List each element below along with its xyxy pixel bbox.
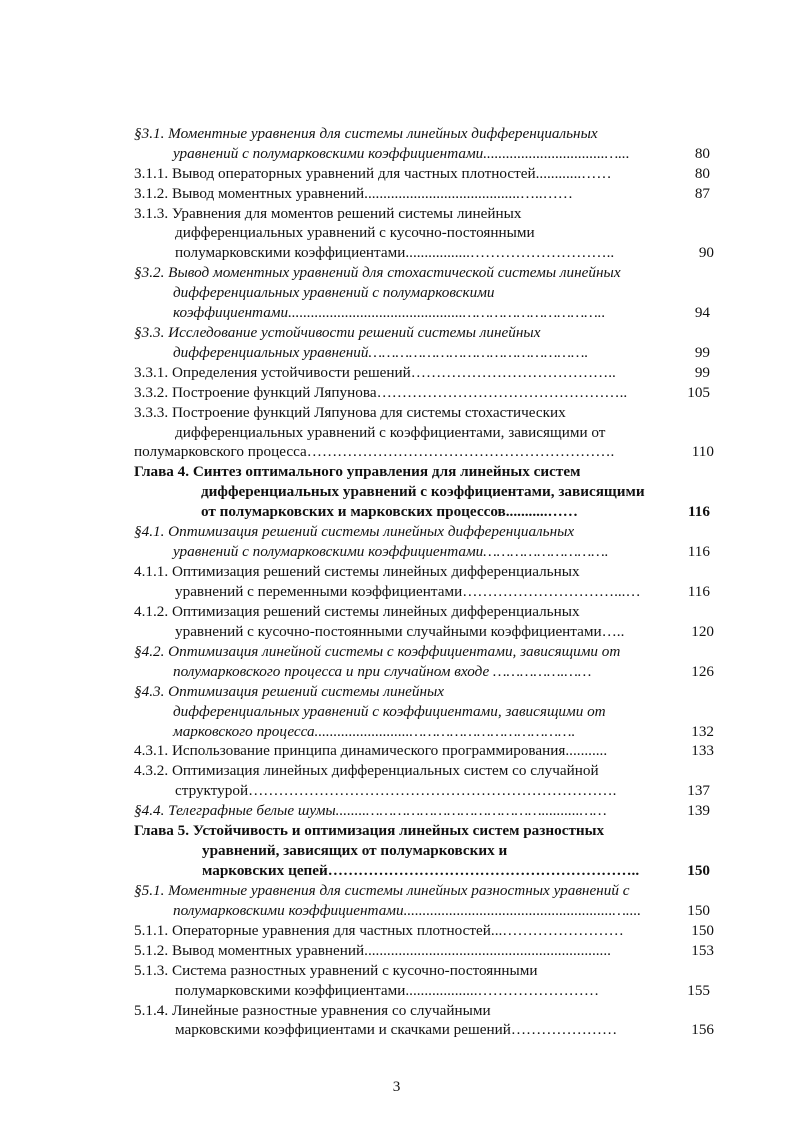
- page-number: 3: [392, 1078, 401, 1095]
- toc-entry-3-1-2: 3.1.2. Вывод моментных уравнений.........................................…..……: [134, 185, 573, 202]
- toc-entry-3-2-line2: дифференциальных уравнений с полумарковскими: [173, 284, 495, 301]
- toc-page-4-2: 126: [691, 663, 714, 680]
- toc-entry-4-4: §4.4. Телеграфные белые шумы........…………………………………..........……: [134, 802, 607, 819]
- toc-entry-3-2-line3: коэффициентами..............................................…………………………..: [173, 304, 606, 321]
- toc-entry-4-3-line3: марковского процесса.........................……………………………….: [173, 723, 576, 740]
- toc-page-chapter-4: 116: [688, 503, 710, 520]
- toc-page-3-1: 80: [694, 145, 710, 162]
- toc-page-3-3-2: 105: [687, 384, 710, 401]
- toc-entry-3-3-1: 3.3.1. Определения устойчивости решений…………………………………..: [134, 364, 616, 381]
- toc-page-5-1-4: 156: [691, 1021, 714, 1038]
- toc-page-5-1-2: 153: [691, 942, 714, 959]
- toc-entry-4-3-2-line1: 4.3.2. Оптимизация линейных дифференциальных систем со случайной: [134, 762, 599, 779]
- toc-entry-3-1-3-line2: дифференциальных уравнений с кусочно-постоянными: [175, 224, 535, 241]
- toc-page-3-2: 94: [694, 304, 710, 321]
- toc-entry-3-3-line2: дифференциальных уравнений………………………………………….: [173, 344, 589, 361]
- toc-page-3-3: 99: [694, 344, 710, 361]
- toc-entry-3-3-3-line1: 3.3.3. Построение функций Ляпунова для системы стохастических: [134, 404, 566, 421]
- toc-entry-4-1-line1: §4.1. Оптимизация решений системы линейных дифференциальных: [134, 523, 575, 540]
- toc-page-4-4: 139: [687, 802, 710, 819]
- toc-page-3-3-3: 110: [691, 443, 714, 460]
- toc-entry-5-1-3-line1: 5.1.3. Система разностных уравнений с кусочно-постоянными: [134, 962, 538, 979]
- toc-entry-3-2-line1: §3.2. Вывод моментных уравнений для стохастической системы линейных: [134, 264, 621, 281]
- toc-page-chapter-5: 150: [687, 862, 710, 879]
- toc-entry-3-3-line1: §3.3. Исследование устойчивости решений системы линейных: [134, 324, 541, 341]
- toc-entry-4-3-2-line2: структурой……………………………………………………………….: [175, 782, 617, 799]
- toc-entry-4-1-2-line2: уравнений с кусочно-постоянными случайными коэффициентами…..: [175, 623, 625, 640]
- toc-chapter-5-line2: уравнений, зависящих от полумарковских и: [202, 842, 508, 859]
- toc-page-3-1-1: 80: [694, 165, 710, 182]
- toc-chapter-5-line3: марковских цепей……………………………………………………..: [202, 862, 640, 879]
- toc-entry-3-1-line2: уравнений с полумарковскими коэффициентами................................…...: [173, 145, 630, 162]
- toc-page-4-1-2: 120: [691, 623, 714, 640]
- toc-page-5-1-3: 155: [687, 982, 710, 999]
- toc-page-3-3-1: 99: [694, 364, 710, 381]
- toc-entry-3-1-3-line1: 3.1.3. Уравнения для моментов решений системы линейных: [134, 205, 522, 222]
- toc-entry-4-3-line1: §4.3. Оптимизация решений системы линейных: [134, 683, 445, 700]
- toc-page-5-1: 150: [687, 902, 710, 919]
- toc-chapter-4-line2: дифференциальных уравнений с коэффициентами, зависящими: [201, 483, 645, 500]
- toc-chapter-5-line1: Глава 5. Устойчивость и оптимизация линейных систем разностных: [134, 822, 605, 839]
- toc-entry-5-1-line2: полумарковскими коэффициентами.......................................................…....: [173, 902, 642, 919]
- toc-chapter-4-line1: Глава 4. Синтез оптимального управления для линейных систем: [134, 463, 581, 480]
- toc-page-4-3-2: 137: [687, 782, 710, 799]
- toc-entry-5-1-4-line1: 5.1.4. Линейные разностные уравнения со случайными: [134, 1002, 491, 1019]
- toc-page-4-3: 132: [691, 723, 714, 740]
- toc-entry-4-3-line2: дифференциальных уравнений с коэффициентами, зависящими от: [173, 703, 606, 720]
- toc-entry-5-1-4-line2: марковскими коэффициентами и скачками решений…………………: [175, 1021, 618, 1038]
- toc-entry-5-1-3-line2: полумарковскими коэффициентами...................……………………: [175, 982, 600, 999]
- toc-entry-5-1-1: 5.1.1. Операторные уравнения для частных плотностей...……………………: [134, 922, 624, 939]
- toc-entry-3-3-3-line3: полумарковского процесса…………………………………………………….: [134, 443, 615, 460]
- toc-page-4-1: 116: [687, 543, 710, 560]
- toc-entry-3-3-3-line2: дифференциальных уравнений с коэффициентами, зависящими от: [175, 424, 606, 441]
- toc-entry-5-1-line1: §5.1. Моментные уравнения для системы линейных разностных уравнений с: [134, 882, 630, 899]
- toc-entry-3-1-line1: §3.1. Моментные уравнения для системы линейных дифференциальных: [134, 125, 598, 142]
- toc-entry-4-3-1: 4.3.1. Использование принципа динамического программирования...........: [134, 742, 608, 759]
- toc-page-3-1-3: 90: [698, 244, 714, 261]
- toc-entry-4-2-line2: полумарковского процесса и при случайном входе …………….……: [173, 663, 592, 680]
- toc-page-4-1-1: 116: [687, 583, 710, 600]
- toc-entry-4-1-line2: уравнений с полумарковскими коэффициентами……………………….: [173, 543, 609, 560]
- toc-entry-4-1-1-line2: уравнений с переменными коэффициентами…………………………...…: [175, 583, 641, 600]
- toc-chapter-4-line3: от полумарковских и марковских процессов...........……: [201, 503, 578, 520]
- toc-entry-5-1-2: 5.1.2. Вывод моментных уравнений.................................................................: [134, 942, 611, 959]
- toc-page-4-3-1: 133: [691, 742, 714, 759]
- toc-entry-4-1-2-line1: 4.1.2. Оптимизация решений системы линейных дифференциальных: [134, 603, 580, 620]
- toc-entry-3-1-1: 3.1.1. Вывод операторных уравнений для частных плотностей............……: [134, 165, 612, 182]
- toc-page-3-1-2: 87: [694, 185, 710, 202]
- toc-entry-4-2-line1: §4.2. Оптимизация линейной системы с коэффициентами, зависящими от: [134, 643, 621, 660]
- toc-entry-4-1-1-line1: 4.1.1. Оптимизация решений системы линейных дифференциальных: [134, 563, 580, 580]
- toc-page-5-1-1: 150: [691, 922, 714, 939]
- toc-entry-3-1-3-line3: полумарковскими коэффициентами.................………………………..: [175, 244, 615, 261]
- toc-entry-3-3-2: 3.3.2. Построение функций Ляпунова…………………………………………..: [134, 384, 628, 401]
